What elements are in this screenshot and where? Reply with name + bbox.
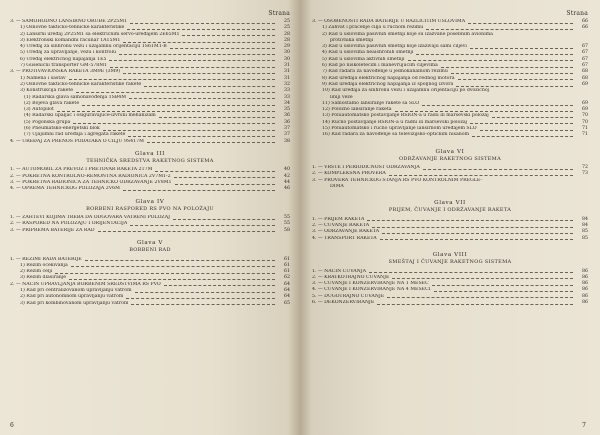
toc-entry-title: 3. — POKRETNA RADIONICA ZA TEHNIČKO ODRŽAVANJE 2V8M1	[10, 180, 172, 186]
leader-dashes	[129, 96, 275, 99]
toc-entry-title: DIMA	[330, 184, 344, 190]
leader-dashes	[127, 27, 275, 30]
toc-entry-title: (3) Autopilot	[24, 107, 54, 113]
toc-section	[10, 167, 290, 192]
leader-dashes	[372, 225, 573, 228]
leader-dashes	[432, 283, 573, 286]
toc-entry-page: 38	[284, 138, 290, 144]
toc-entry-title: 6) Uređaj električnog napajanja 1E5	[20, 56, 107, 62]
right-page	[300, 0, 600, 435]
toc-entry-title: 3) Režim dlasiranje	[20, 275, 66, 281]
leader-dashes	[76, 90, 275, 93]
toc-entry-title: 2. — KRATKOTRAJNO ČUVANJE	[312, 274, 390, 280]
toc-entry-page: 58	[284, 227, 290, 233]
toc-entry-page: 70	[582, 119, 588, 125]
leader-dashes	[395, 109, 573, 112]
toc-entry-title: 2) Rad u uslovima pasivnih smetnji koje su izazvane posebnim avionima	[322, 31, 493, 37]
leader-dashes	[408, 58, 573, 61]
toc-entry-title: 15) Poluautomatsko i ručno upravljanje lansirnom uređajem SLO	[322, 126, 477, 132]
toc-entry-title: 1) Zahvat i praćenje cilja u ručnom režimu	[322, 25, 424, 31]
page-number: 6	[10, 422, 14, 429]
strana-header: Strana	[268, 10, 290, 17]
chapter-title: TEHNIČKA SREDSTVA RAKETNOG SISTEMA	[86, 157, 214, 164]
leader-dashes	[71, 264, 275, 267]
chapter-label: Glava VIII	[432, 252, 468, 259]
toc-entry-page: 64	[284, 288, 290, 293]
toc-entry-page: 35	[284, 107, 290, 113]
toc-entry-title: 3. — PROVERA TEHNIČKOG STANJA RS PVO KONTROLNIM PREGLE-	[312, 177, 482, 183]
toc-entry-page: 55	[284, 215, 290, 221]
toc-entry-page: 66	[582, 25, 588, 31]
leader-dashes	[456, 84, 573, 87]
toc-entry-page: 28	[284, 31, 290, 37]
toc-entry-title: 4) Uređaj za sinhronu vezu i uzajamnu orijentaciju 1S61M1-B	[20, 44, 167, 50]
toc-entry-page: 31	[284, 63, 290, 69]
toc-entry-page: 28	[284, 37, 290, 43]
toc-entry-title: 3) Rad pri kombinovanom upravljanju vatrom	[20, 300, 129, 306]
toc-entry-title: 2) Osnovne taktičko-tehničke karakteristike rakete	[20, 81, 142, 87]
leader-dashes	[182, 33, 275, 36]
leader-dashes	[470, 46, 573, 49]
leader-dashes	[377, 302, 573, 305]
toc-entry-page: 30	[284, 50, 290, 56]
toc-entry	[10, 139, 290, 145]
toc-entry	[312, 300, 588, 306]
toc-entry-title: 5) Rad u uslovima aktivnih smetnji	[322, 56, 405, 62]
toc-entry-title: 14) Ručno postavljanje RSION-a u radni ili marševski položaj	[322, 119, 468, 125]
toc-entry-title: 1. — REŽIMI RADA BATERIJE	[10, 256, 82, 262]
leader-dashes	[155, 169, 275, 172]
toc-entry-title: 3. — ČUVANJE I KONZERVIRANJE NA 1 MESEC	[312, 281, 429, 287]
leader-dashes	[174, 175, 275, 178]
toc-entry-title: 1. — VRSTE I PERIODIČNOST ODRŽAVANJA	[312, 165, 420, 171]
toc-section	[10, 19, 290, 145]
toc-entry-title: 7) Gusenični transporter GM-578M1	[20, 63, 108, 69]
toc-entry	[312, 132, 588, 138]
toc-entry-title: 1) Osnovne taktičko-tehničke karakteristike	[20, 25, 125, 31]
leader-dashes	[73, 121, 275, 124]
leader-dashes	[480, 128, 573, 131]
toc-entry-title: 2. — NAČIN UPRAVLJANJA BORBENIM SREDSTVIMA RS PVO	[10, 281, 161, 287]
toc-entry-title: 1) Režim očekivanja	[20, 262, 68, 268]
toc-entry-title: 2. — KOMPLEKSNA PROVERA	[312, 171, 386, 177]
toc-section	[312, 165, 588, 190]
toc-block	[312, 19, 588, 306]
leader-dashes	[380, 237, 573, 240]
leader-dashes	[434, 289, 573, 292]
toc-entry-page: 71	[582, 126, 588, 132]
toc-entry-page: 73	[582, 171, 588, 177]
toc-entry-page: 84	[582, 223, 588, 229]
toc-entry-page: 86	[582, 281, 588, 287]
toc-entry-title: 1. — AUTOMOBIL ZA PREVOZ I PRETOVAR RAKETA 2T7M	[10, 167, 153, 173]
leader-dashes	[367, 218, 573, 221]
toc-entry-title: 7) Rad radara za navođenje u jednokanalnom režimu	[322, 69, 448, 75]
toc-entry	[10, 186, 290, 192]
leader-dashes	[131, 302, 275, 305]
chapter-label: Glava V	[136, 240, 164, 247]
leader-dashes	[57, 109, 275, 112]
chapter-label: Glava VII	[434, 200, 466, 207]
toc-section	[10, 257, 290, 307]
toc-entry-page: 86	[582, 287, 588, 293]
toc-entry-title: 3. — PROTIVAVIONSKA RAKETA 3M9E (3M9)	[10, 69, 121, 75]
leader-dashes	[147, 140, 275, 143]
toc-entry-title: 1. — PRIJEM RAKETA	[312, 216, 365, 222]
toc-entry-title: 9) Rad uređaja električnog napajanja iz spoljnog izvora	[322, 81, 454, 87]
toc-entry-title: 10) Rad uređaja za sinhronu vezu i uzajamnu orijentaciju po dvožičnoj	[322, 88, 490, 94]
toc-entry-title: (6) Pneumatsko-energetski blok	[24, 126, 100, 132]
toc-entry-title: 3) Elektronski komandni računar 1A15M1	[20, 37, 121, 43]
leader-dashes	[470, 121, 573, 124]
leader-dashes	[159, 115, 275, 118]
leader-dashes	[468, 21, 573, 24]
leader-dashes	[123, 40, 275, 43]
toc-entry-title: 2) Lansirni uređaj 2P25M1 sa električnim servo-uređajem 2E65M1	[20, 31, 180, 37]
toc-entry-page: 86	[582, 274, 588, 280]
toc-entry-page: 67	[582, 63, 588, 69]
toc-entry-page: 65	[284, 300, 290, 306]
leader-dashes	[423, 167, 573, 170]
toc-entry-title: 4. — TRANSPORT RAKETA	[312, 235, 377, 241]
leader-dashes	[441, 65, 573, 68]
leader-dashes	[130, 223, 275, 226]
toc-entry-page: 40	[284, 167, 290, 173]
leader-dashes	[426, 27, 573, 30]
leader-dashes	[389, 173, 573, 176]
toc-entry-page: 61	[284, 262, 290, 268]
leader-dashes	[82, 103, 275, 106]
leader-dashes	[392, 276, 573, 279]
leader-dashes	[382, 231, 573, 234]
toc-entry-title: 11) Samostalno lansiranje rakete sa SLO	[322, 100, 420, 106]
toc-entry-page: 34	[284, 100, 290, 106]
toc-entry-page: 29	[284, 44, 290, 50]
toc-entry-title: 3) Konstrukcija rakete	[20, 88, 74, 94]
toc-entry-title: (5) Pogonska grupa	[24, 119, 71, 125]
toc-entry-page: 33	[284, 94, 290, 100]
leader-dashes	[451, 71, 573, 74]
toc-entry-title: 2) Rad pri autonomnom upravljanju vatrom	[20, 294, 124, 300]
leader-dashes	[416, 52, 573, 55]
leader-dashes	[130, 21, 275, 24]
leader-dashes	[422, 103, 573, 106]
toc-entry-page: 36	[284, 119, 290, 125]
toc-entry-page: 44	[284, 180, 290, 186]
toc-entry-page: 33	[284, 88, 290, 94]
leader-dashes	[170, 46, 275, 49]
leader-dashes	[123, 71, 275, 74]
toc-entry-page: 64	[284, 281, 290, 287]
toc-entry-page: 61	[284, 256, 290, 262]
toc-entry	[10, 228, 290, 234]
toc-entry-page: 36	[284, 113, 290, 119]
toc-entry-title: 4. — ČUVANJE I KONZERVIRANJE NA 4 MESECI	[312, 287, 431, 293]
leader-dashes	[144, 84, 275, 87]
leader-dashes	[110, 65, 275, 68]
toc-entry-page: 72	[582, 165, 588, 171]
toc-entry-title: protivnika smetnji	[330, 37, 374, 43]
strana-header: Strana	[566, 10, 588, 17]
leader-dashes	[85, 258, 275, 261]
toc-entry-page: 55	[284, 221, 290, 227]
toc-entry-page: 61	[284, 269, 290, 275]
page-number: 7	[582, 422, 586, 429]
toc-entry-title: 1) Namena i sastav	[20, 75, 66, 81]
leader-dashes	[103, 128, 275, 131]
leader-dashes	[55, 271, 275, 274]
toc-entry-page: 37	[284, 132, 290, 138]
toc-entry-title: 3. — OSOBENOSTI RADA BATERIJE U RAZLIČITIM USLOVIMA	[312, 19, 466, 24]
toc-entry-page: 46	[284, 186, 290, 192]
chapter-title: PRIJEM, ČUVANJE I ODRŽAVANJE RAKETA	[388, 207, 512, 214]
toc-entry-page: 67	[582, 44, 588, 50]
toc-entry-page: 69	[582, 107, 588, 113]
toc-entry-page: 86	[582, 300, 588, 305]
chapter-title: ODRŽAVANJE RAKETNOG SISTEMA	[398, 155, 501, 162]
toc-entry-page: 85	[582, 229, 588, 235]
toc-entry-page: 62	[284, 275, 290, 281]
toc-entry-page: 25	[284, 25, 290, 31]
leader-dashes	[492, 115, 573, 118]
toc-entry-title: 3. — ODRŽAVANJE RAKETA	[312, 229, 380, 235]
leader-dashes	[458, 77, 573, 80]
toc-entry-page: 71	[582, 132, 588, 138]
leader-dashes	[387, 295, 573, 298]
toc-entry-title: 5) Uređaj za upravljanje, vezu i kontrolu	[20, 50, 116, 56]
toc-entry-page: 64	[284, 294, 290, 300]
toc-entry-page: 69	[582, 100, 588, 106]
toc-entry-page: 68	[582, 75, 588, 81]
toc-entry-page: 86	[582, 293, 588, 299]
toc-entry-title: 6) Rad po niskoletećim i manevrujućim ciljevima	[322, 63, 438, 69]
toc-entry-title: 1) Rad pri centralizovanom upravljanju vatrom	[20, 288, 132, 293]
toc-section	[312, 19, 588, 139]
toc-entry	[312, 184, 588, 190]
leader-dashes	[98, 229, 275, 232]
toc-entry-title: 1. — ZAHTEVI KOJIMA TREBA DA ODGOVARA VATRENI POLOŽAJ	[10, 215, 170, 221]
toc-entry-title: 8) Rad uređaja električnog napajanja od rednog motora	[322, 75, 455, 81]
toc-entry-title: 12) Položno lansiranje raketa	[322, 107, 392, 113]
toc-entry-title: 3. — SAMOHODNO LANSIRNO ORUĐE 2P25M1	[10, 19, 128, 24]
toc-entry-page: 84	[582, 216, 588, 222]
toc-entry-page: 69	[582, 81, 588, 87]
toc-entry-title: (1) Radarska glava samonavođenja 1SB4M	[24, 94, 127, 100]
toc-entry-page: 25	[284, 19, 290, 24]
toc-entry-page: 67	[582, 56, 588, 62]
chapter-label: Glava III	[135, 150, 165, 157]
toc-entry-title: (7) Ujajumni rad uređaja i agregata rakete	[24, 132, 126, 138]
leader-dashes	[119, 52, 275, 55]
toc-entry-title: 6. — DEKONZERVIRANJE	[312, 300, 375, 305]
toc-entry-title: 16) Rad radara za navođenje sa televizijsko-optičkim nišanom	[322, 132, 470, 138]
toc-section	[312, 269, 588, 307]
toc-entry-title: 4. — OPREMA TEHNIČKOG POLOŽAJA 2V6M	[10, 186, 120, 192]
leader-dashes	[472, 134, 573, 137]
leader-dashes	[69, 277, 275, 280]
toc-entry-title: (2) Bojeva glava rakete	[24, 100, 80, 106]
toc-entry-page: 32	[284, 81, 290, 87]
toc-entry-title: 2. — RASPORED NA POLOŽAJU I ORIJENTACIJA	[10, 221, 128, 227]
toc-entry-title: 4) Rad u uslovima neaishronih smetnji	[322, 50, 414, 56]
toc-entry-page: 85	[582, 235, 588, 241]
leader-dashes	[135, 290, 275, 293]
toc-entry-title: 3) Rad u uslovima pasivnih smetnji koje izazivaju sami ciljevi	[322, 44, 467, 50]
toc-entry	[312, 236, 588, 242]
toc-entry-title: 5. — DUGOTRAJNO ČUVANJE	[312, 293, 385, 299]
toc-entry-page: 68	[582, 69, 588, 75]
chapter-title: BORBENI RASPORED RS PVO NA POLOŽAJU	[86, 205, 214, 212]
toc-entry-title: liniji veze	[330, 94, 353, 100]
toc-entry-title: 2) Režim celji	[20, 269, 53, 275]
chapter-label: Glava IV	[135, 198, 165, 205]
leader-dashes	[128, 134, 275, 137]
leader-dashes	[164, 283, 275, 286]
leader-dashes	[123, 188, 275, 191]
toc-entry-title: (4) Radarski upaljač i osiguravajuće-izvršni mehanizam	[24, 113, 156, 119]
toc-entry-page: 70	[582, 113, 588, 119]
toc-entry-page: 31	[284, 75, 290, 81]
chapter-title: BORBENI RAD	[129, 247, 171, 254]
leader-dashes	[173, 217, 275, 220]
chapter-title: SMEŠTAJ I ČUVANJE RAKETNOG SISTEMA	[388, 259, 512, 266]
leader-dashes	[369, 270, 573, 273]
leader-dashes	[175, 182, 275, 185]
leader-dashes	[69, 77, 275, 80]
leader-dashes	[126, 296, 275, 299]
toc-section	[10, 215, 290, 234]
toc-section	[312, 217, 588, 242]
toc-entry-title: 3. — PRIPREMA BATERIJE ZA RAD	[10, 227, 95, 233]
toc-entry-title: 13) Poluautomatsko postavljanje RSION-a u radu ili marševski položaj	[322, 113, 489, 119]
toc-entry-page: 86	[582, 268, 588, 274]
toc-entry-title: 4. — UREĐAJ ZA PRENOS PODATAKA O CILJU 9S417M	[10, 138, 144, 144]
toc-entry-page: 30	[284, 56, 290, 62]
toc-entry-page: 66	[582, 19, 588, 24]
chapter-label: Glava VI	[435, 148, 465, 155]
toc-entry-title: 2. — ČUVANJE RAKETA	[312, 223, 370, 229]
toc-block	[10, 19, 290, 307]
toc-entry-page: 31	[284, 69, 290, 75]
toc-entry-title: 2. — POKRETNA KONTROLNO-REMONTNA RADIONICA 2V7M1-2	[10, 173, 171, 179]
toc-entry-page: 37	[284, 126, 290, 132]
toc-entry-page: 67	[582, 50, 588, 56]
leader-dashes	[109, 58, 275, 61]
toc-entry	[10, 301, 290, 307]
toc-entry-title: 1. — NAČIN ČUVANJA	[312, 268, 367, 274]
toc-entry-page: 42	[284, 173, 290, 179]
